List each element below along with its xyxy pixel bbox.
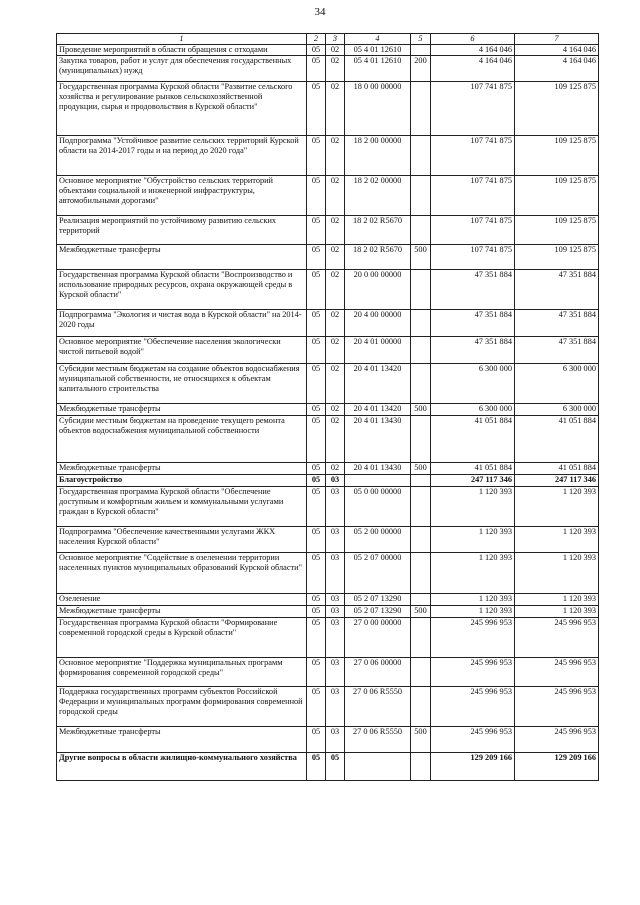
row-name: Межбюджетные трансферты [57, 727, 307, 753]
table-row [57, 337, 599, 364]
row-section: 05 [307, 727, 326, 753]
row-amount-year2: 247 117 346 [515, 475, 599, 487]
page-number: 34 [314, 6, 326, 18]
table-row [57, 176, 599, 216]
row-section: 05 [307, 487, 326, 527]
row-subsection: 03 [326, 606, 345, 618]
row-amount-year2: 1 120 393 [515, 594, 599, 606]
header-col-2: 2 [307, 34, 326, 45]
row-subsection: 02 [326, 310, 345, 337]
header-col-3: 3 [326, 34, 345, 45]
table-row [57, 618, 599, 658]
row-name: Подпрограмма "Экология и чистая вода в Курской области" на 2014-2020 годы [57, 310, 307, 337]
row-section: 05 [307, 606, 326, 618]
table-row [57, 270, 599, 310]
row-target-article: 05 0 00 00000 [345, 487, 411, 527]
row-amount-year2: 1 120 393 [515, 487, 599, 527]
row-amount-year1: 47 351 884 [431, 310, 515, 337]
row-amount-year1: 107 741 875 [431, 176, 515, 216]
row-amount-year2: 109 125 875 [515, 136, 599, 176]
row-section: 05 [307, 136, 326, 176]
row-subsection: 02 [326, 404, 345, 416]
row-amount-year1: 107 741 875 [431, 245, 515, 270]
row-target-article: 20 4 01 00000 [345, 337, 411, 364]
row-target-article: 27 0 00 00000 [345, 618, 411, 658]
table-row [57, 727, 599, 753]
row-subsection: 02 [326, 364, 345, 404]
row-expense-type [411, 658, 431, 687]
row-subsection: 03 [326, 618, 345, 658]
table-row [57, 310, 599, 337]
row-subsection: 02 [326, 56, 345, 82]
row-target-article [345, 753, 411, 781]
row-subsection: 02 [326, 245, 345, 270]
budget-table [56, 33, 599, 781]
row-section: 05 [307, 245, 326, 270]
row-expense-type [411, 475, 431, 487]
table-row [57, 606, 599, 618]
row-target-article: 05 4 01 12610 [345, 56, 411, 82]
row-section: 05 [307, 527, 326, 553]
row-section: 05 [307, 404, 326, 416]
row-amount-year1: 245 996 953 [431, 658, 515, 687]
table-row [57, 404, 599, 416]
row-section: 05 [307, 463, 326, 475]
row-name: Государственная программа Курской области "Воспроизводство и использование природных ресурсов, охрана окружающей среды в Курской области" [57, 270, 307, 310]
row-subsection: 03 [326, 658, 345, 687]
row-amount-year2: 245 996 953 [515, 727, 599, 753]
table-row [57, 527, 599, 553]
row-expense-type [411, 337, 431, 364]
row-expense-type [411, 45, 431, 56]
table-body [57, 45, 599, 781]
row-name: Основное мероприятие "Поддержка муниципальных программ формирования современной городской среды" [57, 658, 307, 687]
row-subsection: 02 [326, 270, 345, 310]
row-section: 05 [307, 270, 326, 310]
row-target-article: 20 4 01 13430 [345, 416, 411, 463]
row-target-article: 20 4 00 00000 [345, 310, 411, 337]
table-row [57, 364, 599, 404]
row-amount-year1: 129 209 166 [431, 753, 515, 781]
row-expense-type [411, 364, 431, 404]
row-name: Основное мероприятие "Содействие в озеленении территории населенных пунктов муниципальных образований Курской области" [57, 553, 307, 594]
row-name: Государственная программа Курской области "Развитие сельского хозяйства и регулирование рынков сельскохозяйственной продукции, сырья и продовольствия в Курской области" [57, 82, 307, 136]
row-name: Государственная программа Курской области "Формирование современной городской среды в Курской области" [57, 618, 307, 658]
row-section: 05 [307, 594, 326, 606]
row-target-article: 18 2 00 00000 [345, 136, 411, 176]
row-section: 05 [307, 658, 326, 687]
row-target-article: 05 2 07 13290 [345, 594, 411, 606]
table-row [57, 463, 599, 475]
row-subsection: 03 [326, 727, 345, 753]
row-name: Благоустройство [57, 475, 307, 487]
row-amount-year2: 47 351 884 [515, 270, 599, 310]
row-section: 05 [307, 687, 326, 727]
row-target-article: 20 4 01 13420 [345, 364, 411, 404]
row-section: 05 [307, 337, 326, 364]
row-amount-year1: 245 996 953 [431, 687, 515, 727]
row-amount-year1: 107 741 875 [431, 216, 515, 245]
row-amount-year2: 245 996 953 [515, 658, 599, 687]
row-expense-type [411, 310, 431, 337]
row-target-article: 18 0 00 00000 [345, 82, 411, 136]
table-row [57, 687, 599, 727]
row-expense-type: 500 [411, 245, 431, 270]
row-name: Межбюджетные трансферты [57, 245, 307, 270]
row-amount-year2: 245 996 953 [515, 687, 599, 727]
row-amount-year1: 4 164 046 [431, 45, 515, 56]
row-amount-year2: 109 125 875 [515, 245, 599, 270]
row-section: 05 [307, 45, 326, 56]
header-col-6: 6 [431, 34, 515, 45]
row-expense-type [411, 618, 431, 658]
row-target-article: 05 2 07 13290 [345, 606, 411, 618]
row-amount-year2: 109 125 875 [515, 176, 599, 216]
row-target-article: 18 2 02 R5670 [345, 245, 411, 270]
row-amount-year2: 1 120 393 [515, 527, 599, 553]
row-target-article: 20 4 01 13420 [345, 404, 411, 416]
row-section: 05 [307, 56, 326, 82]
row-amount-year2: 6 300 000 [515, 404, 599, 416]
row-expense-type [411, 687, 431, 727]
row-expense-type [411, 527, 431, 553]
row-name: Субсидии местным бюджетам на проведение текущего ремонта объектов водоснабжения муниципальной собственности [57, 416, 307, 463]
row-name: Реализация мероприятий по устойчивому развитию сельских территорий [57, 216, 307, 245]
row-subsection: 03 [326, 687, 345, 727]
table-row [57, 553, 599, 594]
row-section: 05 [307, 216, 326, 245]
row-name: Другие вопросы в области жилищно-коммунального хозяйства [57, 753, 307, 781]
row-expense-type [411, 487, 431, 527]
row-amount-year2: 41 051 884 [515, 416, 599, 463]
row-expense-type [411, 136, 431, 176]
table-row [57, 216, 599, 245]
row-target-article: 05 4 01 12610 [345, 45, 411, 56]
table-row [57, 594, 599, 606]
row-subsection: 02 [326, 176, 345, 216]
table-row [57, 56, 599, 82]
row-subsection: 05 [326, 753, 345, 781]
row-name: Озеленение [57, 594, 307, 606]
row-target-article: 18 2 02 R5670 [345, 216, 411, 245]
row-amount-year2: 41 051 884 [515, 463, 599, 475]
row-amount-year2: 47 351 884 [515, 337, 599, 364]
row-name: Закупка товаров, работ и услуг для обеспечения государственных (муниципальных) нужд [57, 56, 307, 82]
row-amount-year1: 4 164 046 [431, 56, 515, 82]
row-amount-year2: 47 351 884 [515, 310, 599, 337]
row-expense-type: 500 [411, 404, 431, 416]
row-amount-year1: 245 996 953 [431, 618, 515, 658]
row-subsection: 02 [326, 216, 345, 245]
row-target-article: 05 2 07 00000 [345, 553, 411, 594]
row-section: 05 [307, 475, 326, 487]
row-amount-year1: 6 300 000 [431, 404, 515, 416]
row-target-article: 20 4 01 13430 [345, 463, 411, 475]
row-subsection: 02 [326, 136, 345, 176]
row-amount-year2: 245 996 953 [515, 618, 599, 658]
row-expense-type [411, 82, 431, 136]
row-subsection: 03 [326, 594, 345, 606]
row-amount-year1: 1 120 393 [431, 553, 515, 594]
row-name: Подпрограмма "Обеспечение качественными услугами ЖКХ населения Курской области" [57, 527, 307, 553]
row-subsection: 02 [326, 416, 345, 463]
row-section: 05 [307, 553, 326, 594]
table-row [57, 45, 599, 56]
row-amount-year2: 1 120 393 [515, 553, 599, 594]
row-amount-year1: 1 120 393 [431, 527, 515, 553]
row-expense-type: 200 [411, 56, 431, 82]
row-amount-year2: 4 164 046 [515, 45, 599, 56]
row-subsection: 03 [326, 487, 345, 527]
table-row [57, 82, 599, 136]
row-name: Субсидии местным бюджетам на создание объектов водоснабжения муниципальной собственности, не относящихся к объектам капитального строительства [57, 364, 307, 404]
row-subsection: 02 [326, 337, 345, 364]
row-amount-year1: 6 300 000 [431, 364, 515, 404]
header-row [57, 34, 599, 45]
row-section: 05 [307, 310, 326, 337]
row-amount-year1: 47 351 884 [431, 270, 515, 310]
row-expense-type: 500 [411, 606, 431, 618]
row-amount-year2: 6 300 000 [515, 364, 599, 404]
row-section: 05 [307, 753, 326, 781]
row-expense-type [411, 594, 431, 606]
row-section: 05 [307, 364, 326, 404]
header-col-5: 5 [411, 34, 431, 45]
row-amount-year1: 1 120 393 [431, 606, 515, 618]
row-expense-type: 500 [411, 463, 431, 475]
row-expense-type [411, 176, 431, 216]
row-name: Поддержка государственных программ субъектов Российской Федерации и муниципальных программ формирования современной городской среды [57, 687, 307, 727]
row-section: 05 [307, 82, 326, 136]
row-expense-type [411, 270, 431, 310]
row-target-article: 18 2 02 00000 [345, 176, 411, 216]
row-amount-year2: 109 125 875 [515, 216, 599, 245]
row-name: Основное мероприятие "Обустройство сельских территорий объектами социальной и инженерной инфраструктуры, автомобильными дорогами" [57, 176, 307, 216]
row-name: Проведение мероприятий в области обращения с отходами [57, 45, 307, 56]
row-amount-year1: 41 051 884 [431, 463, 515, 475]
row-expense-type [411, 416, 431, 463]
row-amount-year1: 1 120 393 [431, 594, 515, 606]
row-amount-year1: 107 741 875 [431, 136, 515, 176]
table-row [57, 475, 599, 487]
row-expense-type [411, 216, 431, 245]
row-target-article: 05 2 00 00000 [345, 527, 411, 553]
table-row [57, 487, 599, 527]
row-amount-year1: 245 996 953 [431, 727, 515, 753]
row-amount-year2: 4 164 046 [515, 56, 599, 82]
row-amount-year2: 109 125 875 [515, 82, 599, 136]
row-amount-year1: 41 051 884 [431, 416, 515, 463]
table-row [57, 245, 599, 270]
header-col-1: 1 [57, 34, 307, 45]
row-subsection: 03 [326, 527, 345, 553]
row-subsection: 02 [326, 463, 345, 475]
row-name: Подпрограмма "Устойчивое развитие сельских территорий Курской области на 2014-2017 годы и на период до 2020 года" [57, 136, 307, 176]
row-amount-year2: 129 209 166 [515, 753, 599, 781]
row-subsection: 02 [326, 82, 345, 136]
row-amount-year1: 107 741 875 [431, 82, 515, 136]
row-name: Государственная программа Курской области "Обеспечение доступным и комфортным жильем и коммунальными услугами граждан в Курской области" [57, 487, 307, 527]
row-subsection: 03 [326, 475, 345, 487]
row-name: Межбюджетные трансферты [57, 606, 307, 618]
row-section: 05 [307, 416, 326, 463]
row-amount-year1: 47 351 884 [431, 337, 515, 364]
row-expense-type [411, 753, 431, 781]
row-expense-type [411, 553, 431, 594]
row-target-article: 20 0 00 00000 [345, 270, 411, 310]
row-target-article: 27 0 06 R5550 [345, 727, 411, 753]
header-col-4: 4 [345, 34, 411, 45]
row-name: Основное мероприятие "Обеспечение населения экологически чистой питьевой водой" [57, 337, 307, 364]
row-expense-type: 500 [411, 727, 431, 753]
row-target-article [345, 475, 411, 487]
row-target-article: 27 0 06 R5550 [345, 687, 411, 727]
table-row [57, 753, 599, 781]
row-name: Межбюджетные трансферты [57, 404, 307, 416]
row-subsection: 03 [326, 553, 345, 594]
table-row [57, 136, 599, 176]
header-col-7: 7 [515, 34, 599, 45]
table-row [57, 416, 599, 463]
row-amount-year1: 247 117 346 [431, 475, 515, 487]
row-section: 05 [307, 176, 326, 216]
table-row [57, 658, 599, 687]
row-section: 05 [307, 618, 326, 658]
row-amount-year2: 1 120 393 [515, 606, 599, 618]
row-target-article: 27 0 06 00000 [345, 658, 411, 687]
row-amount-year1: 1 120 393 [431, 487, 515, 527]
row-subsection: 02 [326, 45, 345, 56]
row-name: Межбюджетные трансферты [57, 463, 307, 475]
